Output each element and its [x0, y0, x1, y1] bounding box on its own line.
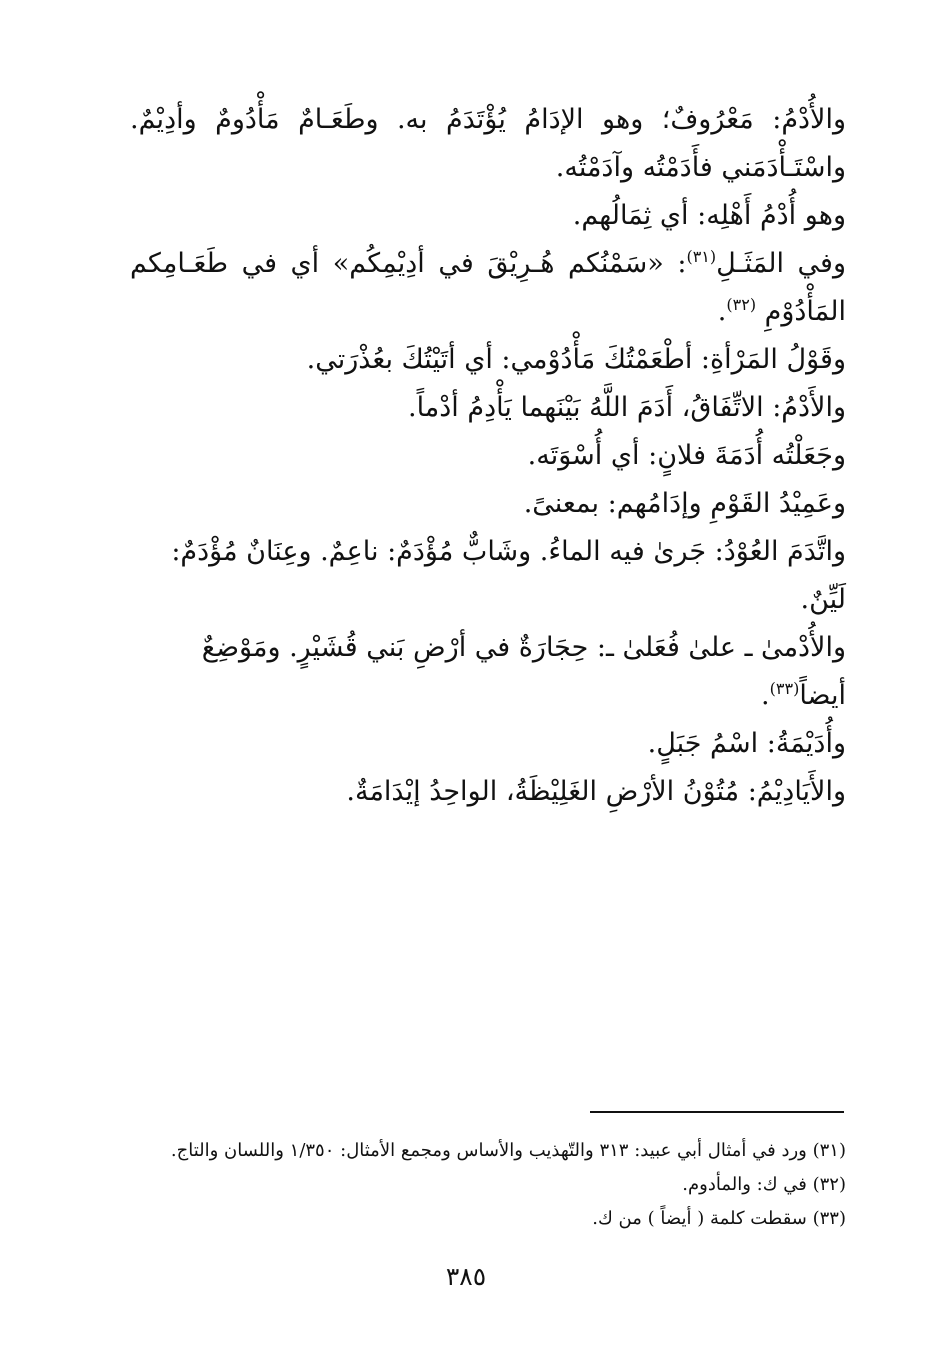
entry-paragraph: وقَوْلُ المَرْأةِ: أطْعَمْتُكَ مَأْدُوْمي: أي أتَيْتُكَ بعُذْرَتي.	[306, 344, 846, 375]
entry-paragraph: وهو أُدْمُ أَهْلِه: أي ثِمَالُهم.	[572, 200, 846, 231]
entry-paragraph: وعَمِيْدُ القَوْمِ وإدَامُهم: بمعنىً.	[523, 488, 846, 519]
footnote-ref-33: (٣٣)	[769, 679, 800, 698]
entry-paragraph: واتَّدَمَ العُوْدُ: جَرىٰ فيه الماءُ. وشَابٌّ مُؤْدَمٌ: ناعِمٌ. وعِنَانٌ مُؤْدَمٌ: لَيِّنٌ.	[171, 536, 846, 615]
proverb-end: .	[717, 296, 727, 327]
entry-paragraph: وجَعَلْتُه أُدَمَةَ فلانٍ: أي أُسْوَتَه.	[527, 440, 846, 471]
footnote-31: (٣١) ورد في أمثال أبي عبيد: ٣١٣ والتّهذيب والأساس ومجمع الأمثال: ١/٣٥٠ واللسان والتاج.	[170, 1140, 846, 1161]
footnote-32: (٣٢) في ك: والمأدوم.	[682, 1174, 846, 1195]
entry-text: والأُدْمىٰ ـ علىٰ فُعَلىٰ ـ: حِجَارَةٌ في أرْضِ بَني قُشَيْرٍ. ومَوْضِعٌ أيضاً	[201, 632, 846, 711]
proverb-paragraph	[130, 240, 846, 336]
entry-paragraph: والأُدْمُ: مَعْرُوفٌ؛ وهو الإدَامُ يُؤْتَدَمُ به. وطَعَـامٌ مَأْدُومٌ وأدِيْمٌ. واسْتَـأْدَمَني فأَدَمْتُه وآدَمْتُه.	[130, 104, 846, 183]
entry-paragraph: وأُدَيْمَةُ: اسْمُ جَبَلٍ.	[647, 728, 846, 759]
footnote-divider	[590, 1111, 844, 1113]
footnote-ref-32: (٣٢)	[726, 295, 757, 314]
page-number: ٣٨٥	[445, 1262, 487, 1291]
main-text	[130, 96, 846, 816]
proverb-intro: وفي المَثَـلِ	[716, 248, 847, 279]
entry-end: .	[761, 680, 770, 711]
footnote-ref-31: (٣١)	[686, 247, 717, 266]
proverb-text: : «سَمْنُكم هُـرِيْقَ في أدِيْمِكُم» أي في طَعَـامِكم المَأْدُوْمِ	[130, 248, 846, 327]
entry-paragraph: والأَيَادِيْمُ: مُتُوْنُ الأرْضِ الغَلِيْظَةُ، الواحِدُ إيْدَامَةٌ.	[346, 776, 846, 807]
footnotes	[130, 1134, 846, 1236]
entry-paragraph: والأَدْمُ: الاتِّفَاقُ، أَدَمَ اللَّهُ بَيْنَهما يَأْدِمُ أدْماً.	[408, 392, 846, 423]
entry-paragraph-with-ref	[130, 624, 846, 720]
footnote-33: (٣٣) سقطت كلمة ( أيضاً ) من ك.	[592, 1208, 846, 1229]
